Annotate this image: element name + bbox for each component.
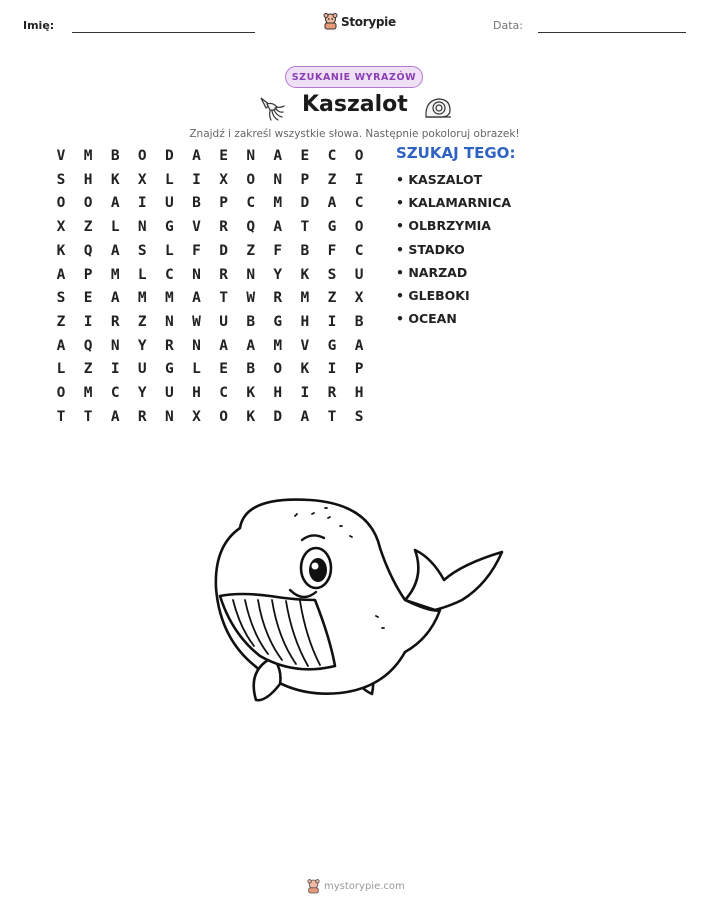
grid-letter[interactable]: A: [273, 219, 283, 236]
whale-coloring-image[interactable]: [200, 488, 510, 710]
grid-letter[interactable]: Z: [56, 313, 66, 330]
grid-letter[interactable]: M: [165, 290, 174, 307]
grid-letter[interactable]: Z: [83, 219, 93, 236]
grid-letter[interactable]: M: [83, 385, 93, 401]
grid-letter[interactable]: P: [219, 195, 228, 212]
grid-letter[interactable]: U: [219, 313, 228, 330]
grid-letter[interactable]: A: [110, 408, 120, 425]
grid-letter[interactable]: S: [137, 242, 147, 259]
grid-letter[interactable]: R: [219, 219, 228, 236]
brand-name: Storypie: [341, 14, 396, 29]
storypie-mascot-icon: [323, 13, 338, 30]
grid-letter[interactable]: G: [327, 219, 337, 236]
grid-letter[interactable]: T: [300, 219, 310, 236]
grid-letter[interactable]: U: [137, 361, 147, 378]
grid-letter[interactable]: R: [165, 337, 174, 354]
grid-letter[interactable]: N: [192, 337, 201, 354]
grid-letter[interactable]: N: [273, 171, 283, 188]
grid-letter[interactable]: Z: [327, 171, 337, 188]
grid-letter[interactable]: X: [192, 408, 201, 425]
grid-letter[interactable]: B: [300, 242, 310, 259]
title-row: [0, 92, 709, 124]
grid-letter[interactable]: Z: [137, 313, 147, 330]
grid-letter[interactable]: Q: [246, 219, 256, 236]
word-item: • OLBRZYMIA: [396, 218, 491, 234]
grid-letter[interactable]: W: [246, 290, 256, 307]
grid-letter[interactable]: H: [192, 385, 201, 401]
word-item: • GLEBOKI: [396, 287, 470, 303]
grid-letter[interactable]: I: [192, 171, 201, 188]
grid-letter[interactable]: C: [219, 385, 228, 401]
grid-letter[interactable]: I: [354, 171, 364, 188]
word-item: • KALAMARNICA: [396, 195, 512, 211]
grid-letter[interactable]: X: [219, 171, 228, 188]
grid-letter[interactable]: L: [110, 219, 120, 236]
grid-letter[interactable]: K: [300, 266, 310, 283]
grid-letter[interactable]: C: [327, 148, 337, 164]
grid-letter[interactable]: H: [273, 385, 283, 401]
grid-letter[interactable]: B: [246, 361, 256, 378]
grid-letter[interactable]: T: [327, 408, 337, 425]
grid-letter[interactable]: N: [110, 337, 120, 354]
grid-letter[interactable]: R: [110, 313, 120, 330]
page-title: Kaszalot: [302, 92, 408, 117]
grid-letter[interactable]: O: [354, 219, 364, 236]
grid-letter[interactable]: M: [273, 195, 283, 212]
grid-letter[interactable]: I: [110, 361, 120, 378]
brand-logo: [323, 13, 396, 30]
grid-letter[interactable]: V: [300, 337, 310, 354]
grid-letter[interactable]: X: [56, 219, 66, 236]
grid-letter[interactable]: M: [110, 266, 120, 283]
grid-letter[interactable]: H: [83, 171, 93, 188]
grid-letter[interactable]: P: [300, 171, 310, 188]
grid-letter[interactable]: A: [56, 337, 66, 354]
grid-letter[interactable]: L: [165, 242, 174, 259]
grid-letter[interactable]: C: [246, 195, 256, 212]
grid-letter[interactable]: U: [165, 195, 174, 212]
grid-letter[interactable]: C: [165, 266, 174, 283]
grid-letter[interactable]: S: [56, 171, 66, 188]
grid-letter[interactable]: U: [354, 266, 364, 283]
grid-letter[interactable]: N: [165, 313, 174, 330]
grid-letter[interactable]: A: [110, 290, 120, 307]
grid-letter[interactable]: D: [165, 148, 174, 164]
grid-letter[interactable]: K: [246, 385, 256, 401]
grid-letter[interactable]: C: [354, 195, 364, 212]
name-line[interactable]: [72, 32, 255, 33]
grid-letter[interactable]: A: [192, 290, 201, 307]
footer-url: mystorypie.com: [324, 881, 405, 892]
grid-letter[interactable]: Y: [137, 337, 147, 354]
grid-letter[interactable]: O: [56, 195, 66, 212]
grid-letter[interactable]: S: [327, 266, 337, 283]
grid-letter[interactable]: C: [354, 242, 364, 259]
grid-letter[interactable]: C: [110, 385, 120, 401]
grid-letter[interactable]: O: [56, 385, 66, 401]
grid-letter[interactable]: K: [300, 361, 310, 378]
word-item: • OCEAN: [396, 311, 457, 327]
grid-letter[interactable]: A: [110, 242, 120, 259]
grid-letter[interactable]: N: [165, 408, 174, 425]
grid-letter[interactable]: A: [327, 195, 337, 212]
grid-letter[interactable]: T: [219, 290, 228, 307]
grid-letter[interactable]: Q: [83, 242, 93, 259]
grid-letter[interactable]: G: [327, 337, 337, 354]
word-list-title: SZUKAJ TEGO:: [396, 144, 516, 162]
footer: [307, 879, 405, 894]
word-item: • NARZAD: [396, 264, 468, 280]
grid-letter[interactable]: A: [246, 337, 256, 354]
date-label: Data:: [493, 19, 523, 32]
word-item: • KASZALOT: [396, 172, 483, 187]
grid-letter[interactable]: N: [246, 148, 256, 164]
grid-letter[interactable]: I: [327, 313, 337, 330]
squid-icon: [257, 94, 287, 122]
grid-letter[interactable]: M: [300, 290, 310, 307]
grid-letter[interactable]: V: [56, 148, 66, 164]
grid-letter[interactable]: N: [137, 219, 147, 236]
grid-letter[interactable]: E: [219, 361, 228, 378]
grid-letter[interactable]: O: [354, 148, 364, 164]
grid-letter[interactable]: Y: [137, 385, 147, 401]
grid-letter[interactable]: P: [83, 266, 93, 283]
grid-letter[interactable]: O: [137, 148, 147, 164]
grid-letter[interactable]: H: [354, 385, 364, 401]
instructions: Znajdź i zakreśl wszystkie słowa. Następnie pokoloruj obrazek!: [189, 128, 520, 140]
grid-letter[interactable]: P: [354, 361, 364, 378]
grid-letter[interactable]: R: [273, 290, 283, 307]
grid-letter[interactable]: M: [137, 290, 147, 307]
grid-letter[interactable]: N: [192, 266, 201, 283]
grid-letter[interactable]: F: [273, 242, 283, 259]
name-label: Imię:: [23, 19, 55, 32]
grid-letter[interactable]: B: [110, 148, 120, 164]
grid-letter[interactable]: N: [246, 266, 256, 283]
grid-letter[interactable]: L: [165, 171, 174, 188]
grid-letter[interactable]: K: [110, 171, 120, 188]
grid-letter[interactable]: I: [300, 385, 310, 401]
grid-letter[interactable]: R: [219, 266, 228, 283]
grid-letter[interactable]: R: [137, 408, 147, 425]
grid-letter[interactable]: D: [219, 242, 228, 259]
grid-letter[interactable]: L: [56, 361, 66, 378]
grid-letter[interactable]: Z: [83, 361, 93, 378]
grid-letter[interactable]: K: [246, 408, 256, 425]
grid-letter[interactable]: L: [137, 266, 147, 283]
grid-letter[interactable]: F: [192, 242, 201, 259]
grid-letter[interactable]: Z: [246, 242, 256, 259]
grid-letter[interactable]: B: [354, 313, 364, 330]
grid-letter[interactable]: G: [273, 313, 283, 330]
storypie-mascot-icon: [307, 879, 320, 894]
grid-letter[interactable]: E: [300, 148, 310, 164]
grid-letter[interactable]: G: [165, 219, 174, 236]
grid-letter[interactable]: G: [165, 361, 174, 378]
grid-letter[interactable]: X: [354, 290, 364, 307]
grid-letter[interactable]: D: [300, 195, 310, 212]
grid-letter[interactable]: O: [219, 408, 228, 425]
grid-letter[interactable]: T: [56, 408, 66, 425]
grid-letter[interactable]: F: [327, 242, 337, 259]
grid-letter[interactable]: B: [192, 195, 201, 212]
grid-letter[interactable]: X: [137, 171, 147, 188]
word-item: • STADKO: [396, 241, 465, 257]
grid-letter[interactable]: E: [219, 148, 228, 164]
grid-letter[interactable]: B: [246, 313, 256, 330]
grid-letter[interactable]: I: [83, 313, 93, 330]
grid-letter[interactable]: A: [192, 148, 201, 164]
grid-letter[interactable]: E: [83, 290, 93, 307]
grid-letter[interactable]: T: [83, 408, 93, 425]
grid-letter[interactable]: Q: [83, 337, 93, 354]
grid-letter[interactable]: A: [300, 408, 310, 425]
grid-letter[interactable]: W: [192, 313, 201, 330]
grid-letter[interactable]: L: [192, 361, 201, 378]
grid-letter[interactable]: M: [83, 148, 93, 164]
shell-icon: [423, 95, 453, 121]
grid-letter[interactable]: S: [354, 408, 364, 425]
grid-letter[interactable]: A: [354, 337, 364, 354]
grid-letter[interactable]: S: [56, 290, 66, 307]
grid-letter[interactable]: Y: [273, 266, 283, 283]
grid-letter[interactable]: A: [273, 148, 283, 164]
grid-letter[interactable]: O: [273, 361, 283, 378]
grid-letter[interactable]: R: [327, 385, 337, 401]
grid-letter[interactable]: I: [327, 361, 337, 378]
date-line[interactable]: [538, 32, 686, 33]
grid-letter[interactable]: I: [137, 195, 147, 212]
grid-letter[interactable]: D: [273, 408, 283, 425]
grid-letter[interactable]: Z: [327, 290, 337, 307]
grid-letter[interactable]: A: [56, 266, 66, 283]
grid-letter[interactable]: V: [192, 219, 201, 236]
grid-letter[interactable]: O: [83, 195, 93, 212]
grid-letter[interactable]: A: [110, 195, 120, 212]
grid-letter[interactable]: M: [273, 337, 283, 354]
grid-letter[interactable]: H: [300, 313, 310, 330]
category-badge: SZUKANIE WYRAZÓW: [285, 66, 423, 88]
word-list: [396, 172, 511, 334]
grid-letter[interactable]: U: [165, 385, 174, 401]
grid-letter[interactable]: K: [56, 242, 66, 259]
grid-letter[interactable]: O: [246, 171, 256, 188]
grid-letter[interactable]: A: [219, 337, 228, 354]
